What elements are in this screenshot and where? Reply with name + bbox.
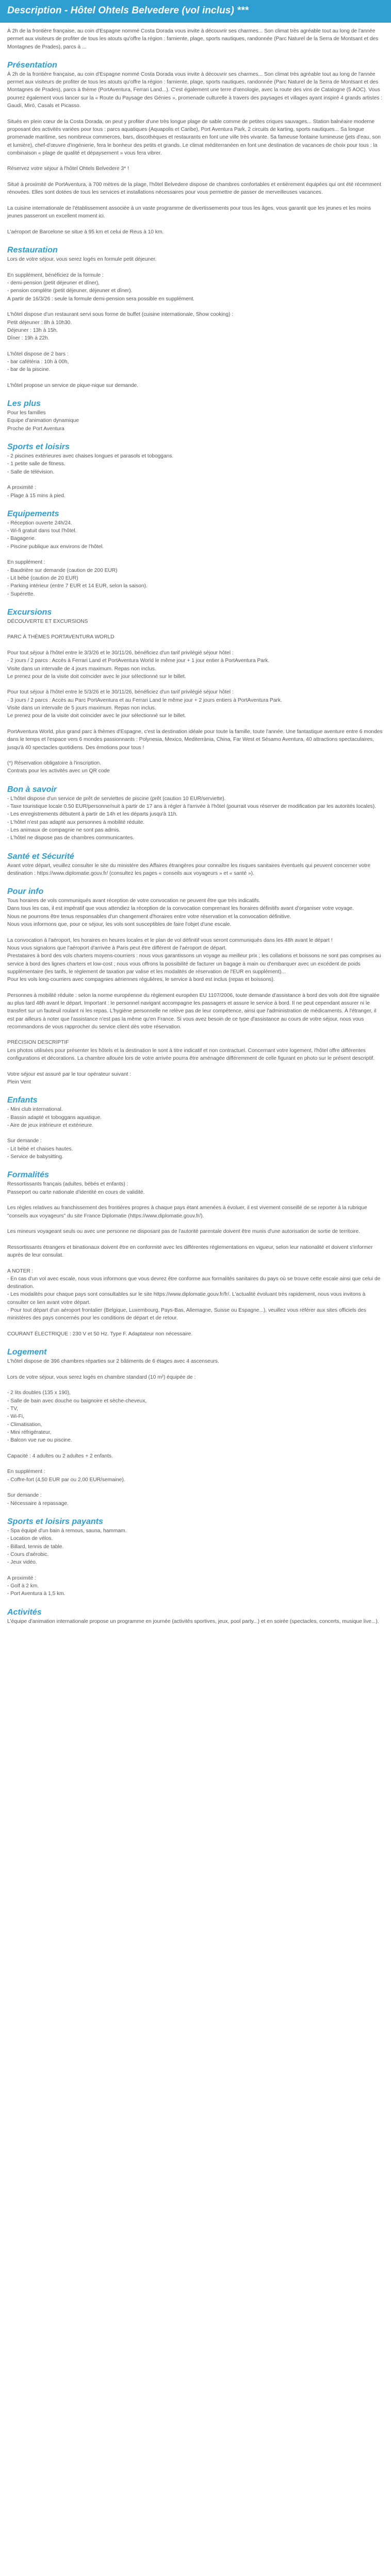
- section-text: Tous horaires de vols communiqués avant réception de votre convocation ne peuvent être que très indicatifs. Dans tous les cas, il est impératif que vous attendiez la réception de la convocation comprenant les horaires définitifs avant d'organiser votre voyage. Nous ne pourrons être tenus responsables d'un changement d'horaires entre votre réservation et la convocation définitive. Nous vous informons que, pour ce séjour, les vols sont susceptibles de faire l'objet d'une escale. La convocation à l'aéroport, les horaires en heures locales et le plan de vol définitif vous seront communiqués dans les 48h avant le départ ! Nous vous signalons que l'aéroport d'arrivée à Paris peut être différent de l'aéroport de départ. Prestataires à bord des vols charters moyens-courriers : nous vous garantissons un voyage au meilleur prix ; les collations et boissons ne sont pas comprises au service à bord des lignes charters et low-cost ; nous vous offrons la possibilité de facturer un bagage à main ou d'embarquer avec un excédent de poids supplémentaire (les tarifs, le règlement de taxation par valise et les modalités de réservation de l'EUR en supplément)... Pour les vols long-courriers avec compagnies aériennes régulières, le service à bord est inclus (repas et boissons). Personnes à mobilité réduite : selon la norme européenne du règlement européen EU 1107/2006, toute demande d'assistance à bord des vols doit être signalée au plus tard 48h avant le départ. Important : le personnel navigant accompagne les passagers et assure le service à bord. Il ne peut cependant assurer ni le transfert sur un fauteuil roulant ni les repas. L'hygiène personnelle ne relève pas de leur compétence, ainsi que l'administration de médicaments. À l'étranger, il est par ailleurs à noter que l'assistance n'est pas la même qu'en France. Si vous avez besoin de ce type d'assistance au cours de votre séjour, nous vous recommandons de vous rapprocher du service client dès votre réservation. PRÉCISION DESCRIPTIF Les photos utilisées pour présenter les hôtels et la destination le sont à titre indicatif et non contractuel. Concernant votre logement, l'hôtel offre différentes configurations et décorations. La chambre allouée lors de votre arrivée pourra être aménagée différemment de celle figurant en photo sur le présent descriptif. Votre séjour est assuré par le tour opérateur suivant : Plein Vent: [7, 898, 381, 1085]
- section-text: L'hôtel dispose de 396 chambres réparties sur 2 bâtiments de 6 étages avec 4 ascenseurs. Lors de votre séjour, vous serez logés en chambre standard (10 m²) équipée de : - 2 lits doubles (135 x 190), - Salle de bain avec douche ou baignoire et sèche-cheveux, - TV, - Wi-Fi, - Climatisation, - Mini réfrigérateur, - Balcon vue rue ou piscine. Capacité : 4 adultes ou 2 adultes + 2 enfants. En supplément : - Coffre-fort (4,50 EUR par ou 2,00 EUR/semaine). Sur demande : - Nécessaire à repassage.: [7, 1359, 219, 1506]
- section-title: Sports et loisirs payants: [7, 1517, 103, 1526]
- section-title: Formalités: [7, 1171, 49, 1180]
- section-text: - 2 piscines extérieures avec chaises longues et parasols et toboggans. - 1 petite salle de fitness. - Salle de télévision. A proximité : - Plage à 15 mins à pied.: [7, 453, 174, 499]
- intro-text: À 2h de la frontière française, au coin d'Espagne nommé Costa Dorada vous invite à découvrir ses charmes... Son climat très agréable tout au long de l'année permet aux visiteurs de profiter de tous les atouts qu'offre la région : farniente, plage, sports nautiques, randonnée (Parc Naturel de la Serra de Montsant et des Montagnes de Prades), parcs à ...: [7, 28, 380, 50]
- page-header: [0, 0, 391, 23]
- section-excursions: [7, 607, 384, 775]
- section-title: Equipements: [7, 509, 59, 518]
- section-text: Pour les familles Equipe d'animation dynamique Proche de Port Aventura: [7, 410, 79, 432]
- section-text: Avant votre départ, veuillez consulter le site du ministère des Affaires étrangères pour connaître les risques sanitaires éventuels qui peuvent concerner votre destination : https://www.diplomatie.gouv.fr/ (consultez les pages « conseils aux voyageurs » et « santé »).: [7, 862, 372, 876]
- section-title: Activités: [7, 1607, 42, 1617]
- section-les-plus: [7, 398, 384, 433]
- section-text: Ressortissants français (adultes, bébés et enfants) : Passeport ou carte nationale d'identité en cours de validité. Les règles relatives au franchissement des frontières propres à chaque pays étant amenées à évoluer, il est vivement conseillé de se reporter à la rubrique "conseils aux voyageurs" du site France Diplomatie (https://www.diplomatie.gouv.fr/). Les mineurs voyageant seuls ou avec une personne ne disposant pas de l'autorité parentale doivent être munis d'une autorisation de sortie de territoire. Ressortissants étrangers et binationaux doivent être en conformité avec les différentes réglementations en vigueur, selon leur nationalité et doivent s'informer auprès de leur consulat. A NOTER : - En cas d'un vol avec escale, nous vous informons que vous devrez être conforme aux formalités sanitaires du pays où se trouve cette escale ainsi que celui de destination. - Les modalités pour chaque pays sont consultables sur le site https://www.diplomatie.gouv.fr/fr/. L'actualité évoluant très rapidement, nous vous invitons à consulter ce lien avant votre départ. - Pour tout départ d'un aéroport frontalier (Belgique, Luxembourg, Pays-Bas, Allemagne, Suisse ou Espagne...), veuillez vous référer aux sites officiels des ministères des pays concernés pour les conditions de départ et de retour. COURANT ÉLECTRIQUE : 230 V et 50 Hz. Type F. Adaptateur non nécessaire.: [7, 1181, 381, 1337]
- section-title: Pour info: [7, 887, 44, 896]
- section-sante-securite: [7, 851, 384, 878]
- section-title: Excursions: [7, 607, 52, 617]
- section-title: Sports et loisirs: [7, 443, 70, 452]
- description-content: [7, 27, 384, 1634]
- section-restauration: [7, 245, 384, 389]
- section-title: Enfants: [7, 1096, 38, 1105]
- section-text: Lors de votre séjour, vous serez logés en formule petit déjeuner. En supplément, bénéficiez de la formule : - demi-pension (petit déjeuner et dîner), - pension complète (petit déjeuner, déjeuner et dîner). A partir de 16/3/26 : seule la formule demi-pension sera possible en supplément. L'hôtel dispose d'un restaurant servi sous forme de buffet (cuisine internationale, Show cooking) : Petit déjeuner : 8h à 10h30. Déjeuner : 13h à 15h. Dîner : 19h à 22h. L'hôtel dispose de 2 bars : - bar cafétéria : 10h à 00h, - bar de la piscine. L'hôtel propose un service de pique-nique sur demande.: [7, 257, 234, 388]
- page-title: Description - Hôtel Ohtels Belvedere (vol inclus) ***: [7, 5, 249, 16]
- section-logement: [7, 1347, 384, 1507]
- section-formalites: [7, 1170, 384, 1338]
- section-title: Restauration: [7, 246, 58, 255]
- section-text: - Mini club international. - Bassin adapté et toboggans aquatique. - Aire de jeux intérieure et extérieure. Sur demande : - Lit bébé et chaises hautes. - Service de babysitting.: [7, 1107, 102, 1160]
- section-activites: [7, 1607, 384, 1625]
- section-equipements: [7, 509, 384, 598]
- intro-section: [7, 27, 384, 51]
- section-text: - L'hôtel dispose d'un service de prêt de serviettes de piscine (prêt (caution 10 EUR/serviette). - Taxe touristique locale 0.50 EUR/personne/nuit à partir de 17 ans à régler à l'arrivée à l'hôtel (pourrait vous réserver de modification par les autorités locales). - Les enregistrements débutent à partir de 14h et les départs jusqu'à 11h. - L'hôtel n'est pas adapté aux personnes à mobilité réduite. - Les animaux de compagnie ne sont pas admis. - L'hôtel ne dispose pas de chambres communicantes.: [7, 795, 376, 841]
- section-title: Présentation: [7, 60, 57, 70]
- section-text: - Réception ouverte 24h/24. - Wi-fi gratuit dans tout l'hôtel. - Bagagerie. - Piscine publique aux environs de l'hôtel. En supplément : - Baudrière sur demande (caution de 200 EUR) - Lit bébé (caution de 20 EUR) - Parking intérieur (entre 7 EUR et 14 EUR, selon la saison). - Supérette.: [7, 520, 148, 597]
- section-text: L'équipe d'animation internationale propose un programme en journée (activités sportives, jeux, pool party...) et en soirée (spectacles, concerts, musique live...).: [7, 1618, 379, 1624]
- section-sports-loisirs-payants: [7, 1516, 384, 1598]
- section-presentation: [7, 60, 384, 236]
- section-pour-info: [7, 886, 384, 1086]
- section-text: À 2h de la frontière française, au coin d'Espagne nommé Costa Dorada vous invite à découvrir ses charmes... Son climat très agréable tout au long de l'année permet aux visiteurs de profiter de tous les atouts qu'offre la région : farniente, plage, sports nautiques, randonnée (Parc Naturel de la Serra de Montsant et des Montagnes de Prades), parcs à thème (PortAventura, Ferrari Land...). C'est également une terre d'œnologie, avec la route des vins de Catalogne (5 AOC). Vous pourrez également vous lancer sur la « Route du Paysage des Génies », promenade culturelle à travers des paysages et villages ayant inspiré 4 grands artistes : Gaudí, Miró, Casals et Picasso. Situés en plein cœur de la Costa Dorada, on peut y profiter d'une très longue plage de sable comme de petites criques sauvages... Station balnéaire moderne proposant des activités variées pour tous : parcs aquatiques (Aquapolis et Caribe), Port Aventura Park, 2 circuits de karting, sports nautiques... Sa longue promenade maritime, ses nombreux commerces, bars, discothèques et restaurants en font une ville très vivante. Sa fameuse fontaine lumineuse (jets d'eau, son et lumière), chef-d'œuvre d'ingénierie, fera le bonheur des petits et grands. Le climat méditerranéen en font une destination de vacances de choix pour tous : la combinaison « plage de qualité et dépaysement » vous fera vibrer. Réservez votre séjour à l'hôtel Ohtels Belvedere 3* ! Situé à proximité de PortAventura, à 700 mètres de la plage, l'hôtel Belvedere dispose de chambres confortables et entièrement équipées qui ont été récemment rénovées. Elles sont dotées de tous les services et installations nécessaires pour vous permettre de passer de merveilleuses vacances. La cuisine internationale de l'établissement associée à un vaste programme de divertissements pour tous les âges, vous garantit que les jeunes et les moins jeunes passeront un excellent moment ici. L'aéroport de Barcelone se situe à 95 km et celui de Reus à 10 km.: [7, 71, 383, 235]
- section-text: DÉCOUVERTE ET EXCURSIONS PARC À THÈMES PORTAVENTURA WORLD Pour tout séjour à l'hôtel entre le 3/3/26 et le 30/11/26, bénéficiez d'un tarif privilégié séjour hôtel : - 2 jours / 2 parcs : Accès à Ferrari Land et PortAventura World le même jour + 1 jour entier à PortAventura Park. Visite dans un intervalle de 4 jours maximum. Repas non inclus. Le prenez pour de la visite doit coïncider avec le jour sélectionné sur le billet. Pour tout séjour à l'hôtel entre le 5/3/26 et le 30/11/26, bénéficiez d'un tarif privilégié séjour hôtel : - 3 jours / 2 parcs : Accès au Parc PortAventura et au Ferrari Land le même jour + 2 jours entiers à PortAventura Park. Visite dans un intervalle de 5 jours maximum. Repas non inclus. Le prenez pour de la visite doit coïncider avec le jour sélectionné sur le billet. PortAventura World, plus grand parc à thèmes d'Espagne, c'est la destination idéale pour toute la famille, toute l'année. Une fantastique aventure entre 6 mondes dans le temps et l'espace vers 6 mondes passionnants : Polynesia, Mexico, Mediterrània, China, Far West et Sésamo Aventura, 40 attractions spectaculaires, jusqu'à 40 spectacles quotidiens. Des émotions pour tous ! (*) Réservation obligatoire à l'inscription. Contrats pour les activités avec un QR code: [7, 618, 383, 774]
- section-sports-loisirs: [7, 442, 384, 500]
- section-title: Logement: [7, 1348, 47, 1357]
- section-enfants: [7, 1095, 384, 1161]
- section-title: Santé et Sécurité: [7, 852, 74, 861]
- section-title: Les plus: [7, 399, 41, 409]
- section-bon-a-savoir: [7, 784, 384, 842]
- section-title: Bon à savoir: [7, 785, 57, 794]
- section-text: - Spa équipé d'un bain à remous, sauna, hammam. - Location de vélos. - Billard, tennis de table. - Cours d'aérobic. - Jeux vidéo. A proximité : - Golf à 2 km. - Port Aventura à 1,5 km.: [7, 1528, 127, 1597]
